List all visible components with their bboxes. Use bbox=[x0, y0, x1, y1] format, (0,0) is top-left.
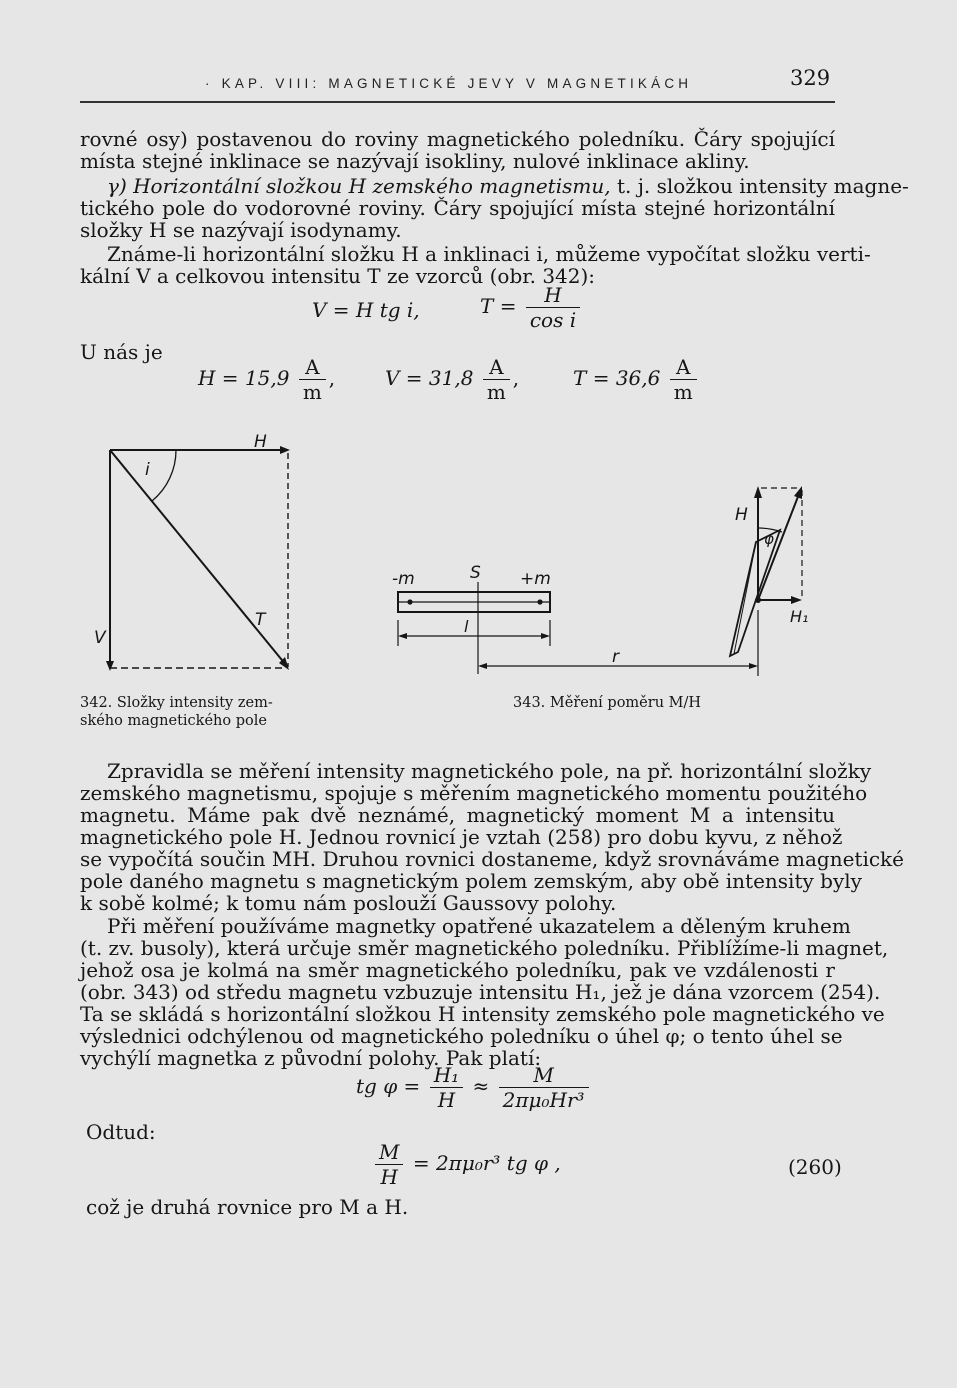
h-arrowhead bbox=[280, 446, 290, 454]
numerator: M bbox=[375, 1140, 403, 1165]
v-arrowhead bbox=[106, 661, 114, 671]
u-nas-label: U nás je bbox=[80, 340, 163, 364]
value-v bbox=[385, 355, 519, 404]
h-arrowhead bbox=[754, 486, 762, 498]
label-r: r bbox=[612, 647, 619, 667]
unit-numerator: A bbox=[299, 355, 326, 380]
comma: , bbox=[512, 366, 520, 390]
formula-rhs: = 2πμ₀r³ tg φ , bbox=[412, 1151, 561, 1175]
unit-fraction bbox=[299, 355, 326, 404]
formula-t bbox=[480, 283, 583, 332]
text-line: Zpravidla se měření intensity magnetického pole, na př. horizontální složky bbox=[107, 759, 872, 783]
text-fragment: t. j. složkou intensity magne- bbox=[610, 174, 909, 198]
text-line: výslednici odchýlenou od magnetického poledníku o úhel φ; o tento úhel se bbox=[80, 1024, 843, 1048]
text-line: místa stejné inklinace se nazývají isokliny, nulové inklinace akliny. bbox=[80, 149, 750, 173]
text-line: vychýlí magnetka z původní polohy. Pak platí: bbox=[80, 1046, 542, 1070]
unit-denominator: m bbox=[486, 380, 506, 404]
approx-sign: ≈ bbox=[472, 1074, 490, 1098]
needle-pivot bbox=[755, 597, 761, 603]
text-line: magnetického pole H. Jednou rovnicí je vztah (258) pro dobu kyvu, z něhož bbox=[80, 825, 843, 849]
text-line: zemského magnetismu, spojuje s měřením magnetického momentu použitého bbox=[80, 781, 868, 805]
denominator: 2πμ₀Hr³ bbox=[502, 1088, 585, 1112]
unit-fraction bbox=[670, 355, 697, 404]
comma: , bbox=[328, 366, 336, 390]
unit-denominator: m bbox=[302, 380, 322, 404]
l-arrow-right bbox=[541, 633, 550, 639]
label-h: H bbox=[735, 505, 748, 525]
label-v: V bbox=[94, 628, 106, 648]
fraction-m-h bbox=[375, 1140, 403, 1189]
label-minus-m: -m bbox=[392, 569, 415, 589]
text-line: jehož osa je kolmá na směr magnetického poledníku, pak ve vzdálenosti r bbox=[80, 958, 835, 982]
value-v-text: V = 31,8 bbox=[385, 366, 474, 390]
pole-plus bbox=[537, 599, 542, 604]
unit-fraction bbox=[483, 355, 510, 404]
numerator: M bbox=[499, 1063, 589, 1088]
label-h1: H₁ bbox=[790, 607, 809, 626]
page-number: 329 bbox=[790, 66, 831, 90]
fraction-m bbox=[499, 1063, 589, 1112]
value-h bbox=[198, 355, 335, 404]
italic-lead: γ) Horizontální složkou H zemského magnetismu, bbox=[107, 174, 611, 198]
figure-342 bbox=[80, 425, 320, 685]
label-h: H bbox=[254, 432, 267, 452]
caption-342-line1: 342. Složky intensity zem- bbox=[80, 695, 273, 711]
label-plus-m: +m bbox=[520, 569, 551, 589]
caption-342-line2: ského magnetického pole bbox=[80, 713, 267, 729]
label-l: l bbox=[464, 617, 469, 636]
label-i: i bbox=[145, 460, 150, 480]
text-line: se vypočítá součin MH. Druhou rovnici dostaneme, když srovnáváme magnetické bbox=[80, 847, 905, 871]
formula-lhs: tg φ = bbox=[356, 1074, 421, 1098]
text-line: kální V a celkovou intensitu T ze vzorců (obr. 342): bbox=[80, 264, 596, 288]
label-s: S bbox=[470, 563, 481, 583]
unit-denominator: m bbox=[673, 380, 693, 404]
unit-numerator: A bbox=[670, 355, 697, 380]
value-t-text: T = 36,6 bbox=[573, 366, 661, 390]
text-line: rovné osy) postavenou do roviny magnetického poledníku. Čáry spojující bbox=[80, 127, 835, 151]
value-h-text: H = 15,9 bbox=[198, 366, 290, 390]
text-line: pole daného magnetu s magnetickým polem zemským, aby obě intensity byly bbox=[80, 869, 862, 893]
pole-minus bbox=[407, 599, 412, 604]
h1-arrowhead bbox=[791, 596, 802, 604]
denominator: H bbox=[380, 1165, 398, 1189]
t-vector bbox=[110, 450, 286, 665]
denominator: cos i bbox=[529, 308, 577, 332]
formula-260 bbox=[372, 1140, 561, 1189]
text-line: Při měření používáme magnetky opatřené ukazatelem a děleným kruhem bbox=[107, 914, 851, 938]
label-t: T bbox=[255, 610, 266, 630]
equation-number: (260) bbox=[788, 1155, 842, 1179]
text-line: tického pole do vodorovné roviny. Čáry spojující místa stejné horizontální bbox=[80, 196, 835, 220]
text-line: Známe-li horizontální složku H a inklinaci i, můžeme vypočítat složku verti- bbox=[107, 242, 871, 266]
caption-343: 343. Měření poměru M/H bbox=[513, 695, 702, 711]
unit-numerator: A bbox=[483, 355, 510, 380]
running-header: · KAP. VIII: MAGNETICKÉ JEVY V MAGNETIKÁCH bbox=[205, 76, 693, 91]
numerator: H bbox=[526, 283, 580, 308]
formula-tg-phi bbox=[356, 1063, 592, 1112]
text-line: Ta se skládá s horizontální složkou H intensity zemského pole magnetického ve bbox=[80, 1002, 885, 1026]
r-arrow-left bbox=[478, 663, 487, 669]
text-line: (obr. 343) od středu magnetu vzbuzuje intensitu H₁, jež je dána vzorcem (254). bbox=[80, 980, 881, 1004]
text-line: (t. zv. busoly), která určuje směr magnetického poledníku. Přiblížíme-li magnet, bbox=[80, 936, 889, 960]
text-line: k sobě kolmé; k tomu nám poslouží Gaussovy polohy. bbox=[80, 891, 617, 915]
fraction-h1-h bbox=[430, 1063, 463, 1112]
r-arrow-right bbox=[749, 663, 758, 669]
label-phi: φ bbox=[764, 530, 774, 548]
odtud-label: Odtud: bbox=[86, 1120, 156, 1144]
formula-t-lhs: T = bbox=[480, 294, 517, 318]
value-t bbox=[573, 355, 700, 404]
fraction bbox=[526, 283, 580, 332]
denominator: H bbox=[437, 1088, 456, 1112]
angle-arc-i bbox=[152, 450, 176, 501]
needle-axis bbox=[734, 542, 756, 654]
l-arrow-left bbox=[398, 633, 407, 639]
closing-line: což je druhá rovnice pro M a H. bbox=[86, 1195, 409, 1219]
figure-343 bbox=[390, 470, 830, 690]
text-line: magnetu. Máme pak dvě neznámé, magnetický moment M a intensitu bbox=[80, 803, 835, 827]
numerator: H₁ bbox=[430, 1063, 463, 1088]
formula-v: V = H tg i, bbox=[312, 298, 420, 322]
text-line bbox=[107, 174, 909, 198]
text-line: složky H se nazývají isodynamy. bbox=[80, 218, 402, 242]
header-rule bbox=[80, 101, 835, 103]
